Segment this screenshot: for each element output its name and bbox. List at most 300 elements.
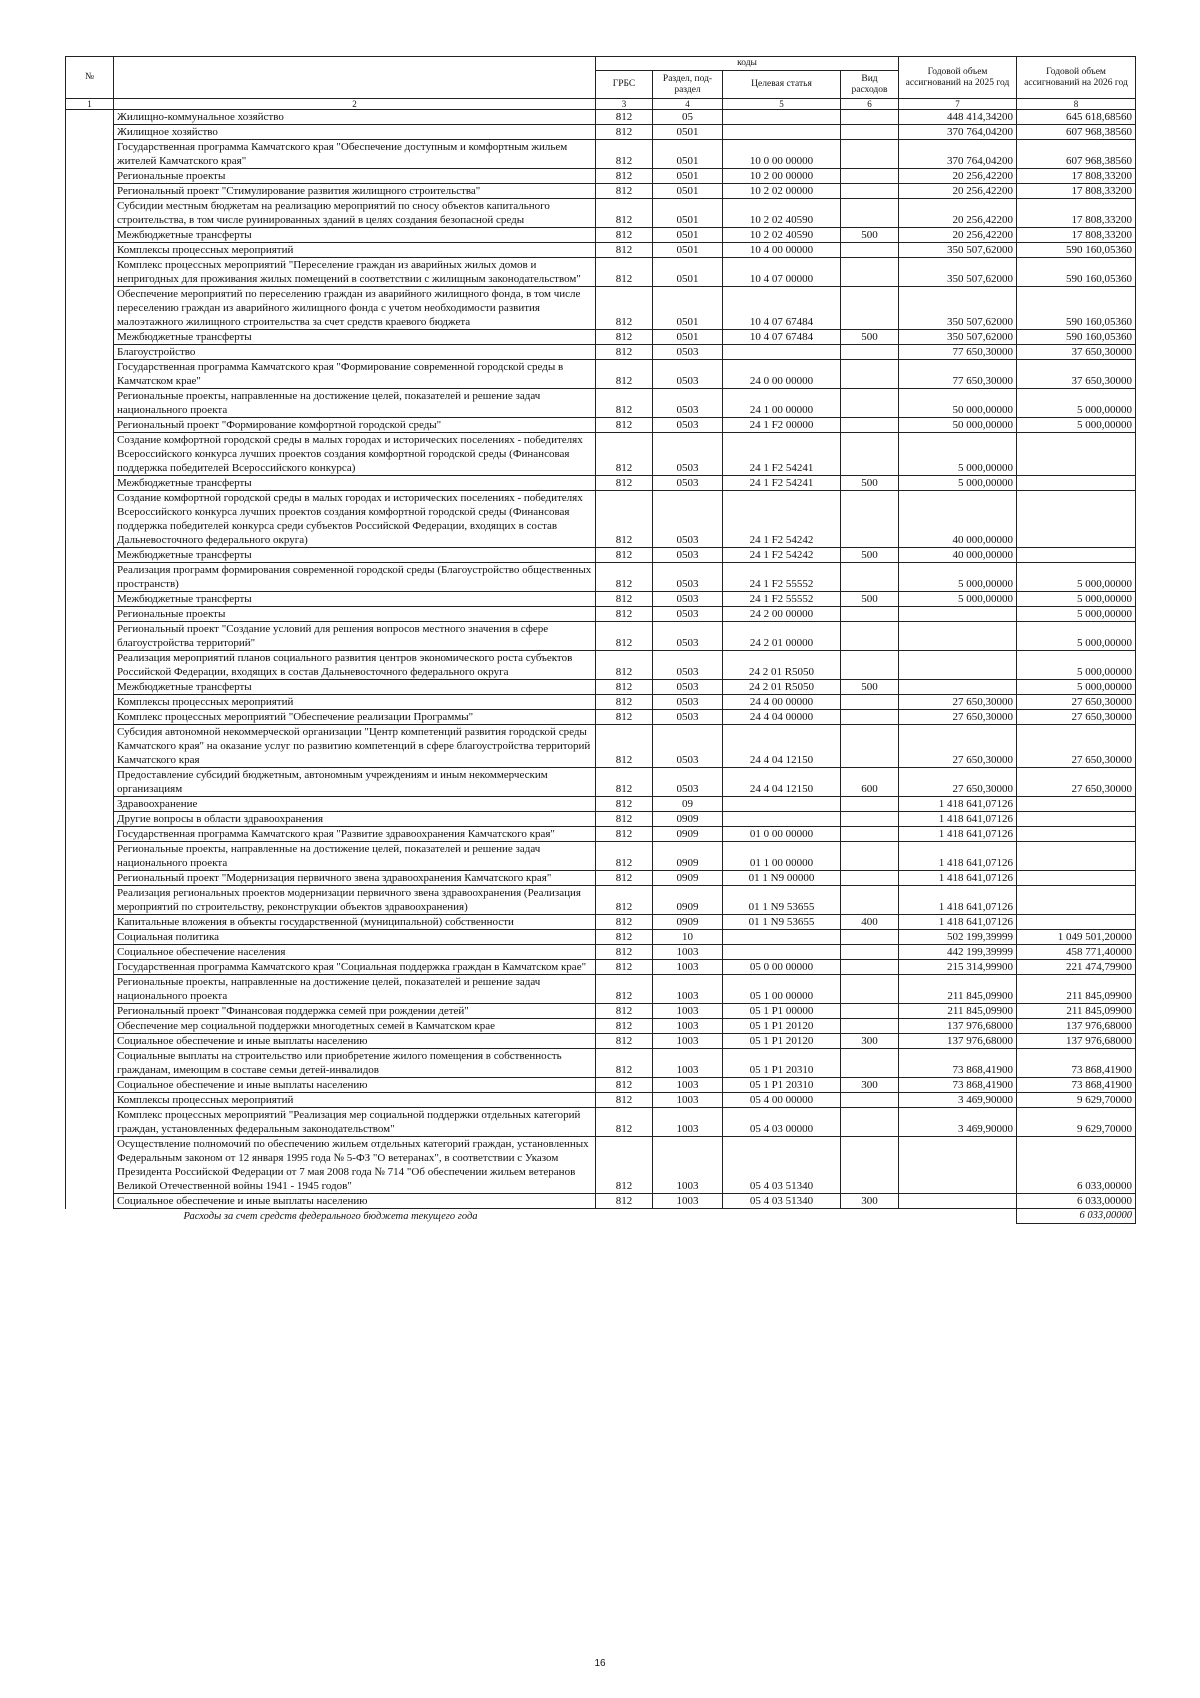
row-target-article (723, 930, 841, 945)
row-grbs: 812 (596, 389, 653, 418)
table-row (66, 199, 1136, 228)
row-section: 0503 (653, 680, 723, 695)
row-section: 1003 (653, 1019, 723, 1034)
row-volume-2025: 27 650,30000 (899, 695, 1017, 710)
row-section: 0501 (653, 169, 723, 184)
row-volume-2026 (1017, 433, 1136, 476)
table-row (66, 287, 1136, 330)
row-volume-2026: 9 629,70000 (1017, 1108, 1136, 1137)
row-volume-2025: 40 000,00000 (899, 491, 1017, 548)
row-target-article: 05 4 03 00000 (723, 1108, 841, 1137)
row-target-article: 01 0 00 00000 (723, 827, 841, 842)
row-grbs: 812 (596, 287, 653, 330)
row-section: 1003 (653, 1078, 723, 1093)
row-section: 0501 (653, 243, 723, 258)
row-volume-2026: 27 650,30000 (1017, 768, 1136, 797)
row-volume-2025: 350 507,62000 (899, 287, 1017, 330)
row-volume-2025: 20 256,42200 (899, 169, 1017, 184)
row-target-article: 05 1 00 00000 (723, 975, 841, 1004)
row-volume-2026 (1017, 827, 1136, 842)
row-target-article: 24 2 01 00000 (723, 622, 841, 651)
row-name: Социальные выплаты на строительство или приобретение жилого помещения в собственность гражданам, имеющим в составе семьи детей-инвалидов (114, 1049, 596, 1078)
row-expense-type (841, 812, 899, 827)
row-name: Здравоохранение (114, 797, 596, 812)
row-volume-2026: 73 868,41900 (1017, 1049, 1136, 1078)
row-volume-2025: 1 418 641,07126 (899, 886, 1017, 915)
table-row (66, 812, 1136, 827)
table-row (66, 345, 1136, 360)
header-expense-type: Вид расходов (841, 71, 899, 99)
row-volume-2025: 1 418 641,07126 (899, 827, 1017, 842)
row-number-cell (66, 842, 114, 871)
table-row (66, 592, 1136, 607)
row-grbs: 812 (596, 1137, 653, 1194)
row-name: Жилищно-коммунальное хозяйство (114, 110, 596, 125)
row-grbs: 812 (596, 258, 653, 287)
row-volume-2025: 3 469,90000 (899, 1108, 1017, 1137)
table-row (66, 169, 1136, 184)
row-volume-2025: 27 650,30000 (899, 710, 1017, 725)
row-name: Осуществление полномочий по обеспечению жильем отдельных категорий граждан, установленных Федеральным законом от 12 января 1995 года № 5-ФЗ "О ветеранах", в соответствии с Указом Президента Российской Федерации от 7 мая 2008 года № 714 "Об обеспечении жильем ветеранов Великой Отечественной войны 1941 - 1945 годов" (114, 1137, 596, 1194)
header-codes: коды (596, 57, 899, 71)
row-section: 0503 (653, 476, 723, 491)
row-volume-2026: 5 000,00000 (1017, 607, 1136, 622)
row-grbs: 812 (596, 695, 653, 710)
row-expense-type (841, 491, 899, 548)
row-section: 0909 (653, 827, 723, 842)
table-row (66, 651, 1136, 680)
row-section: 1003 (653, 1049, 723, 1078)
row-volume-2025: 77 650,30000 (899, 360, 1017, 389)
row-volume-2025: 1 418 641,07126 (899, 871, 1017, 886)
row-expense-type: 300 (841, 1078, 899, 1093)
row-number-cell (66, 433, 114, 476)
row-section: 0503 (653, 592, 723, 607)
row-volume-2026: 17 808,33200 (1017, 169, 1136, 184)
row-grbs: 812 (596, 768, 653, 797)
row-volume-2026: 607 968,38560 (1017, 140, 1136, 169)
row-volume-2026 (1017, 476, 1136, 491)
row-name: Социальное обеспечение и иные выплаты населению (114, 1078, 596, 1093)
row-volume-2025: 448 414,34200 (899, 110, 1017, 125)
row-name: Обеспечение мер социальной поддержки многодетных семей в Камчатском крае (114, 1019, 596, 1034)
row-number-cell (66, 680, 114, 695)
row-grbs: 812 (596, 592, 653, 607)
row-target-article: 24 1 F2 54241 (723, 433, 841, 476)
row-name: Межбюджетные трансферты (114, 330, 596, 345)
row-expense-type (841, 1049, 899, 1078)
row-number-cell (66, 768, 114, 797)
row-target-article: 10 4 07 67484 (723, 330, 841, 345)
row-section: 0503 (653, 725, 723, 768)
row-volume-2025: 27 650,30000 (899, 725, 1017, 768)
row-expense-type (841, 945, 899, 960)
row-volume-2026: 211 845,09900 (1017, 975, 1136, 1004)
row-volume-2025: 350 507,62000 (899, 243, 1017, 258)
row-grbs: 812 (596, 886, 653, 915)
row-volume-2025 (899, 1137, 1017, 1194)
row-grbs: 812 (596, 812, 653, 827)
header-section: Раздел, под-раздел (653, 71, 723, 99)
row-volume-2026: 6 033,00000 (1017, 1194, 1136, 1209)
row-expense-type (841, 1004, 899, 1019)
row-name: Региональный проект "Формирование комфортной городской среды" (114, 418, 596, 433)
row-volume-2026: 17 808,33200 (1017, 228, 1136, 243)
row-name: Комплекс процессных мероприятий "Переселение граждан из аварийных жилых домов и непригодных для проживания жилых помещений в соответствии с жилищным законодательством" (114, 258, 596, 287)
row-volume-2025 (899, 651, 1017, 680)
row-number-cell (66, 886, 114, 915)
row-name: Государственная программа Камчатского края "Обеспечение доступным и комфортным жильем жителей Камчатского края" (114, 140, 596, 169)
row-volume-2026: 5 000,00000 (1017, 592, 1136, 607)
row-volume-2025: 211 845,09900 (899, 975, 1017, 1004)
row-name: Региональные проекты, направленные на достижение целей, показателей и решение задач национального проекта (114, 975, 596, 1004)
row-expense-type (841, 710, 899, 725)
row-number-cell (66, 360, 114, 389)
row-expense-type (841, 360, 899, 389)
table-row (66, 622, 1136, 651)
row-grbs: 812 (596, 125, 653, 140)
row-section: 0909 (653, 812, 723, 827)
row-volume-2026: 137 976,68000 (1017, 1019, 1136, 1034)
row-number-cell (66, 1108, 114, 1137)
table-row (66, 228, 1136, 243)
table-row (66, 768, 1136, 797)
table-row (66, 1078, 1136, 1093)
table-row (66, 433, 1136, 476)
table-row (66, 827, 1136, 842)
row-grbs: 812 (596, 930, 653, 945)
row-volume-2026: 27 650,30000 (1017, 725, 1136, 768)
row-volume-2026 (1017, 886, 1136, 915)
table-footer (66, 1209, 1136, 1224)
row-target-article: 24 2 00 00000 (723, 607, 841, 622)
row-section: 10 (653, 930, 723, 945)
row-expense-type (841, 110, 899, 125)
row-name: Региональный проект "Модернизация первичного звена здравоохранения Камчатского края" (114, 871, 596, 886)
row-grbs: 812 (596, 960, 653, 975)
row-grbs: 812 (596, 1093, 653, 1108)
row-expense-type (841, 930, 899, 945)
row-grbs: 812 (596, 622, 653, 651)
row-volume-2026: 73 868,41900 (1017, 1078, 1136, 1093)
row-section: 0501 (653, 287, 723, 330)
row-grbs: 812 (596, 1049, 653, 1078)
row-section: 0503 (653, 418, 723, 433)
row-target-article: 05 1 P1 00000 (723, 1004, 841, 1019)
table-row (66, 258, 1136, 287)
row-target-article: 10 2 00 00000 (723, 169, 841, 184)
row-volume-2025: 215 314,99900 (899, 960, 1017, 975)
table-row (66, 1004, 1136, 1019)
row-volume-2026 (1017, 491, 1136, 548)
row-expense-type: 500 (841, 476, 899, 491)
row-volume-2025: 502 199,39999 (899, 930, 1017, 945)
row-expense-type (841, 1093, 899, 1108)
row-expense-type (841, 725, 899, 768)
row-volume-2025: 20 256,42200 (899, 199, 1017, 228)
row-expense-type: 500 (841, 680, 899, 695)
row-number-cell (66, 871, 114, 886)
header-num: № (66, 57, 114, 99)
table-row (66, 110, 1136, 125)
row-expense-type (841, 960, 899, 975)
row-section: 1003 (653, 1108, 723, 1137)
row-section: 0503 (653, 651, 723, 680)
table-row (66, 491, 1136, 548)
row-number-cell (66, 960, 114, 975)
table-row (66, 1137, 1136, 1194)
row-name: Социальное обеспечение населения (114, 945, 596, 960)
row-volume-2026: 211 845,09900 (1017, 1004, 1136, 1019)
row-target-article: 10 4 00 00000 (723, 243, 841, 258)
row-expense-type (841, 125, 899, 140)
row-section: 1003 (653, 960, 723, 975)
row-target-article: 10 0 00 00000 (723, 140, 841, 169)
row-name: Региональные проекты (114, 169, 596, 184)
row-target-article: 01 1 00 00000 (723, 842, 841, 871)
row-target-article: 24 1 F2 54242 (723, 491, 841, 548)
table-row (66, 797, 1136, 812)
row-number-cell (66, 110, 114, 125)
row-volume-2025: 73 868,41900 (899, 1078, 1017, 1093)
row-name: Комплекс процессных мероприятий "Реализация мер социальной поддержки отдельных категорий граждан, установленных федеральным законодательством" (114, 1108, 596, 1137)
row-target-article: 24 1 00 00000 (723, 389, 841, 418)
row-target-article: 05 4 03 51340 (723, 1194, 841, 1209)
row-number-cell (66, 695, 114, 710)
table-row (66, 125, 1136, 140)
row-expense-type (841, 651, 899, 680)
table-row (66, 871, 1136, 886)
row-target-article (723, 125, 841, 140)
table-row (66, 330, 1136, 345)
row-name: Межбюджетные трансферты (114, 548, 596, 563)
row-section: 0909 (653, 915, 723, 930)
row-expense-type (841, 418, 899, 433)
row-volume-2026: 5 000,00000 (1017, 389, 1136, 418)
table-row (66, 140, 1136, 169)
row-section: 1003 (653, 975, 723, 1004)
row-name: Предоставление субсидий бюджетным, автономным учреждениям и иным некоммерческим организациям (114, 768, 596, 797)
row-volume-2025: 20 256,42200 (899, 228, 1017, 243)
row-number-cell (66, 491, 114, 548)
row-grbs: 812 (596, 945, 653, 960)
row-name: Региональный проект "Финансовая поддержка семей при рождении детей" (114, 1004, 596, 1019)
page-number: 16 (594, 1658, 606, 1669)
table-row (66, 243, 1136, 258)
row-grbs: 812 (596, 110, 653, 125)
row-number-cell (66, 1049, 114, 1078)
row-expense-type (841, 607, 899, 622)
row-volume-2026: 5 000,00000 (1017, 563, 1136, 592)
row-volume-2025: 5 000,00000 (899, 476, 1017, 491)
row-section: 0503 (653, 563, 723, 592)
table-row (66, 418, 1136, 433)
row-volume-2025 (899, 1194, 1017, 1209)
row-expense-type (841, 1108, 899, 1137)
row-grbs: 812 (596, 607, 653, 622)
row-expense-type: 500 (841, 330, 899, 345)
row-expense-type: 300 (841, 1034, 899, 1049)
row-number-cell (66, 199, 114, 228)
row-volume-2026 (1017, 871, 1136, 886)
table-row (66, 886, 1136, 915)
row-grbs: 812 (596, 797, 653, 812)
row-volume-2025 (899, 680, 1017, 695)
row-grbs: 812 (596, 975, 653, 1004)
header-volume-2025: Годовой объем ассигнований на 2025 год (899, 57, 1017, 99)
row-volume-2025 (899, 607, 1017, 622)
budget-table (65, 56, 1136, 1224)
row-volume-2025: 1 418 641,07126 (899, 915, 1017, 930)
row-volume-2025: 370 764,04200 (899, 125, 1017, 140)
row-grbs: 812 (596, 476, 653, 491)
row-volume-2026 (1017, 548, 1136, 563)
table-row (66, 360, 1136, 389)
row-target-article: 24 0 00 00000 (723, 360, 841, 389)
row-section: 0503 (653, 491, 723, 548)
header-index-cell: 8 (1017, 99, 1136, 110)
table-body (66, 110, 1136, 1209)
row-name: Создание комфортной городской среды в малых городах и исторических поселениях - победителях Всероссийского конкурса лучших проектов создания комфортной городской среды (Финансовая поддержка победителей Всероссийского конкурса) (114, 433, 596, 476)
row-target-article: 24 1 F2 55552 (723, 563, 841, 592)
row-volume-2026 (1017, 812, 1136, 827)
row-grbs: 812 (596, 548, 653, 563)
row-target-article: 24 4 04 12150 (723, 768, 841, 797)
table-row (66, 389, 1136, 418)
row-grbs: 812 (596, 184, 653, 199)
row-volume-2026: 590 160,05360 (1017, 243, 1136, 258)
row-target-article: 24 4 04 12150 (723, 725, 841, 768)
row-name: Субсидия автономной некоммерческой организации "Центр компетенций развития городской среды Камчатского края" на оказание услуг по развитию компетенций в сфере благоустройства территорий Камчатского края (114, 725, 596, 768)
row-section: 0503 (653, 607, 723, 622)
row-section: 1003 (653, 1004, 723, 1019)
row-name: Государственная программа Камчатского края "Развитие здравоохранения Камчатского края" (114, 827, 596, 842)
row-name: Субсидии местным бюджетам на реализацию мероприятий по сносу объектов капитального строительства, в том числе руинированных зданий в целях создания безопасной среды (114, 199, 596, 228)
row-grbs: 812 (596, 330, 653, 345)
row-target-article: 24 2 01 R5050 (723, 680, 841, 695)
row-target-article: 05 1 P1 20310 (723, 1049, 841, 1078)
row-name: Социальное обеспечение и иные выплаты населению (114, 1034, 596, 1049)
header-index-cell: 3 (596, 99, 653, 110)
table-row (66, 476, 1136, 491)
row-number-cell (66, 1034, 114, 1049)
row-section: 0503 (653, 622, 723, 651)
header-index-row (66, 99, 1136, 110)
row-volume-2026: 1 049 501,20000 (1017, 930, 1136, 945)
row-target-article: 05 1 P1 20120 (723, 1019, 841, 1034)
row-section: 0503 (653, 710, 723, 725)
row-grbs: 812 (596, 228, 653, 243)
table-header (66, 57, 1136, 110)
row-section: 05 (653, 110, 723, 125)
row-volume-2026: 6 033,00000 (1017, 1137, 1136, 1194)
row-grbs: 812 (596, 1108, 653, 1137)
row-volume-2025: 73 868,41900 (899, 1049, 1017, 1078)
row-grbs: 812 (596, 1019, 653, 1034)
row-number-cell (66, 975, 114, 1004)
row-section: 0501 (653, 184, 723, 199)
table-row (66, 1049, 1136, 1078)
row-grbs: 812 (596, 418, 653, 433)
row-expense-type (841, 886, 899, 915)
row-grbs: 812 (596, 199, 653, 228)
row-target-article: 05 0 00 00000 (723, 960, 841, 975)
row-section: 09 (653, 797, 723, 812)
row-grbs: 812 (596, 360, 653, 389)
row-number-cell (66, 1137, 114, 1194)
row-number-cell (66, 1019, 114, 1034)
row-expense-type: 500 (841, 548, 899, 563)
table-row (66, 184, 1136, 199)
row-grbs: 812 (596, 1004, 653, 1019)
row-grbs: 812 (596, 1078, 653, 1093)
row-volume-2025: 40 000,00000 (899, 548, 1017, 563)
table-row (66, 725, 1136, 768)
table-row (66, 695, 1136, 710)
row-expense-type: 400 (841, 915, 899, 930)
row-grbs: 812 (596, 842, 653, 871)
row-target-article: 24 4 00 00000 (723, 695, 841, 710)
table-row (66, 930, 1136, 945)
row-number-cell (66, 476, 114, 491)
row-grbs: 812 (596, 651, 653, 680)
row-expense-type (841, 199, 899, 228)
row-volume-2026: 5 000,00000 (1017, 622, 1136, 651)
row-volume-2026: 37 650,30000 (1017, 360, 1136, 389)
row-target-article (723, 110, 841, 125)
row-volume-2025: 5 000,00000 (899, 592, 1017, 607)
row-target-article (723, 797, 841, 812)
row-volume-2025: 1 418 641,07126 (899, 842, 1017, 871)
row-section: 0503 (653, 345, 723, 360)
row-expense-type (841, 563, 899, 592)
row-volume-2025: 27 650,30000 (899, 768, 1017, 797)
row-expense-type (841, 184, 899, 199)
row-name: Государственная программа Камчатского края "Формирование современной городской среды в Камчатском крае" (114, 360, 596, 389)
row-target-article: 01 1 N9 53655 (723, 915, 841, 930)
row-number-cell (66, 1194, 114, 1209)
row-volume-2026: 590 160,05360 (1017, 258, 1136, 287)
row-volume-2025: 350 507,62000 (899, 330, 1017, 345)
row-grbs: 812 (596, 1194, 653, 1209)
row-volume-2025: 77 650,30000 (899, 345, 1017, 360)
row-volume-2026: 37 650,30000 (1017, 345, 1136, 360)
row-grbs: 812 (596, 827, 653, 842)
row-volume-2025: 370 764,04200 (899, 140, 1017, 169)
row-volume-2026: 645 618,68560 (1017, 110, 1136, 125)
row-target-article: 10 4 07 67484 (723, 287, 841, 330)
row-name: Региональный проект "Стимулирование развития жилищного строительства" (114, 184, 596, 199)
row-name: Благоустройство (114, 345, 596, 360)
row-grbs: 812 (596, 491, 653, 548)
row-volume-2026: 607 968,38560 (1017, 125, 1136, 140)
row-expense-type: 500 (841, 592, 899, 607)
row-name: Межбюджетные трансферты (114, 680, 596, 695)
row-expense-type: 500 (841, 228, 899, 243)
row-number-cell (66, 330, 114, 345)
row-grbs: 812 (596, 871, 653, 886)
row-section: 0501 (653, 228, 723, 243)
row-volume-2025: 50 000,00000 (899, 389, 1017, 418)
row-name: Комплексы процессных мероприятий (114, 243, 596, 258)
row-number-cell (66, 548, 114, 563)
row-volume-2026: 27 650,30000 (1017, 710, 1136, 725)
table-row (66, 548, 1136, 563)
row-target-article: 24 4 04 00000 (723, 710, 841, 725)
row-expense-type (841, 169, 899, 184)
header-grbs: ГРБС (596, 71, 653, 99)
row-volume-2025: 3 469,90000 (899, 1093, 1017, 1108)
